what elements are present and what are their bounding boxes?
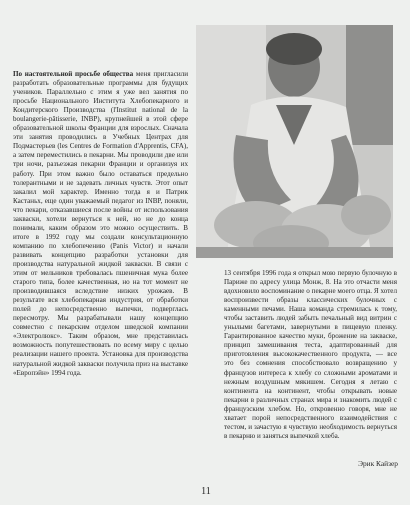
baker-photo [196, 25, 393, 258]
right-paragraph: 13 сентября 1996 года я открыл мою первую булочную в Париже по адресу улица Монж, 8. На это отчасти меня вдохновило воспоминание о пекарне моего отца. Я хотел воспроизвести образы классических булочных с каменными печами. Наша команда стремилась к тому, чтобы заставить людей забыть печальный вид витрин с унылыми багетами, завернутыми в пищевую пленку. Гарантированное качество муки, брожение на закваске, принцип замешивания теста, адаптированный для приготовления высококачественного продукта, — все это без сомнения способствовало возвращению у французов интереса к хлебу со сложными ароматами и нежным воздушным мякишем. Сегодня я летаю с континента на континент, чтобы открывать новые пекарни в различных странах мира и знакомить людей с французским хлебом. Но, откровенно говоря, мне не хватает порой непосредственного взаимодействия с тестом, и зачастую я чувствую необходимость вернуться в пекарню и заняться выпечкой хлеба. [224, 269, 397, 440]
lead-phrase: По настоятельной просьбе общества [13, 70, 134, 78]
author-signature: Эрик Кайзер [358, 459, 398, 468]
right-text-column [224, 269, 397, 441]
left-paragraph: меня пригласили разработать образовательные программы для будущих учеников. Параллельно с этим я уже вел занятия по просьбе Национального Института Хлебопекарного и Кондитерского Производства (l'Institut national de la boulangerie-pâtisserie, INBP), крупнейшей в этой сфере образовательной школы Франции для взрослых. Сначала эти занятия проводились в Учебных Центрах для Подмастерьев (les Centres de Formation d'Apprentis, CFA), а затем переместились в пекарни. Мы проводили две или три ночи, разъезжая пекарни Франции и организуя их работу. При этом важно было оставаться предельно толерантными и не задевать личных чувств. Этот опыт закалил мой характер. Именно тогда я и Патрик Кастаньх, еще один уважаемый педагог из INBP, поняли, что пекари, отказавшиеся после войны от использования закваски, хотели вернуться к ней, но не до конца понимали, каким образом это можно осуществить. В итоге в 1992 году мы создали консультационную компанию по хлебопечению (Panis Victor) и начали развивать концепцию разработки установки для производства натуральной жидкой закваски. В связи с этим от мельников требовалась пшеничная мука более старого типа, более качественная, но на тот момент не производившаяся вследствие низких урожаев. В результате вся хлебопекарная индустрия, от обработки полей до непосредственно выпечки, подверглась пересмотру. Мы разрабатывали нашу концепцию совместно с пекарским отделом шведской компании «Электролюкс». Таким образом, мне представилась возможность попутешествовать по всему миру с целью реализации нашего проекта. Установка для производства натуральной жидкой закваски получила приз на выставке «Европэйн» 1994 года. [13, 70, 188, 377]
baker-photo-illustration [196, 25, 393, 258]
page-number: 11 [201, 486, 211, 497]
left-text-column [13, 70, 188, 378]
